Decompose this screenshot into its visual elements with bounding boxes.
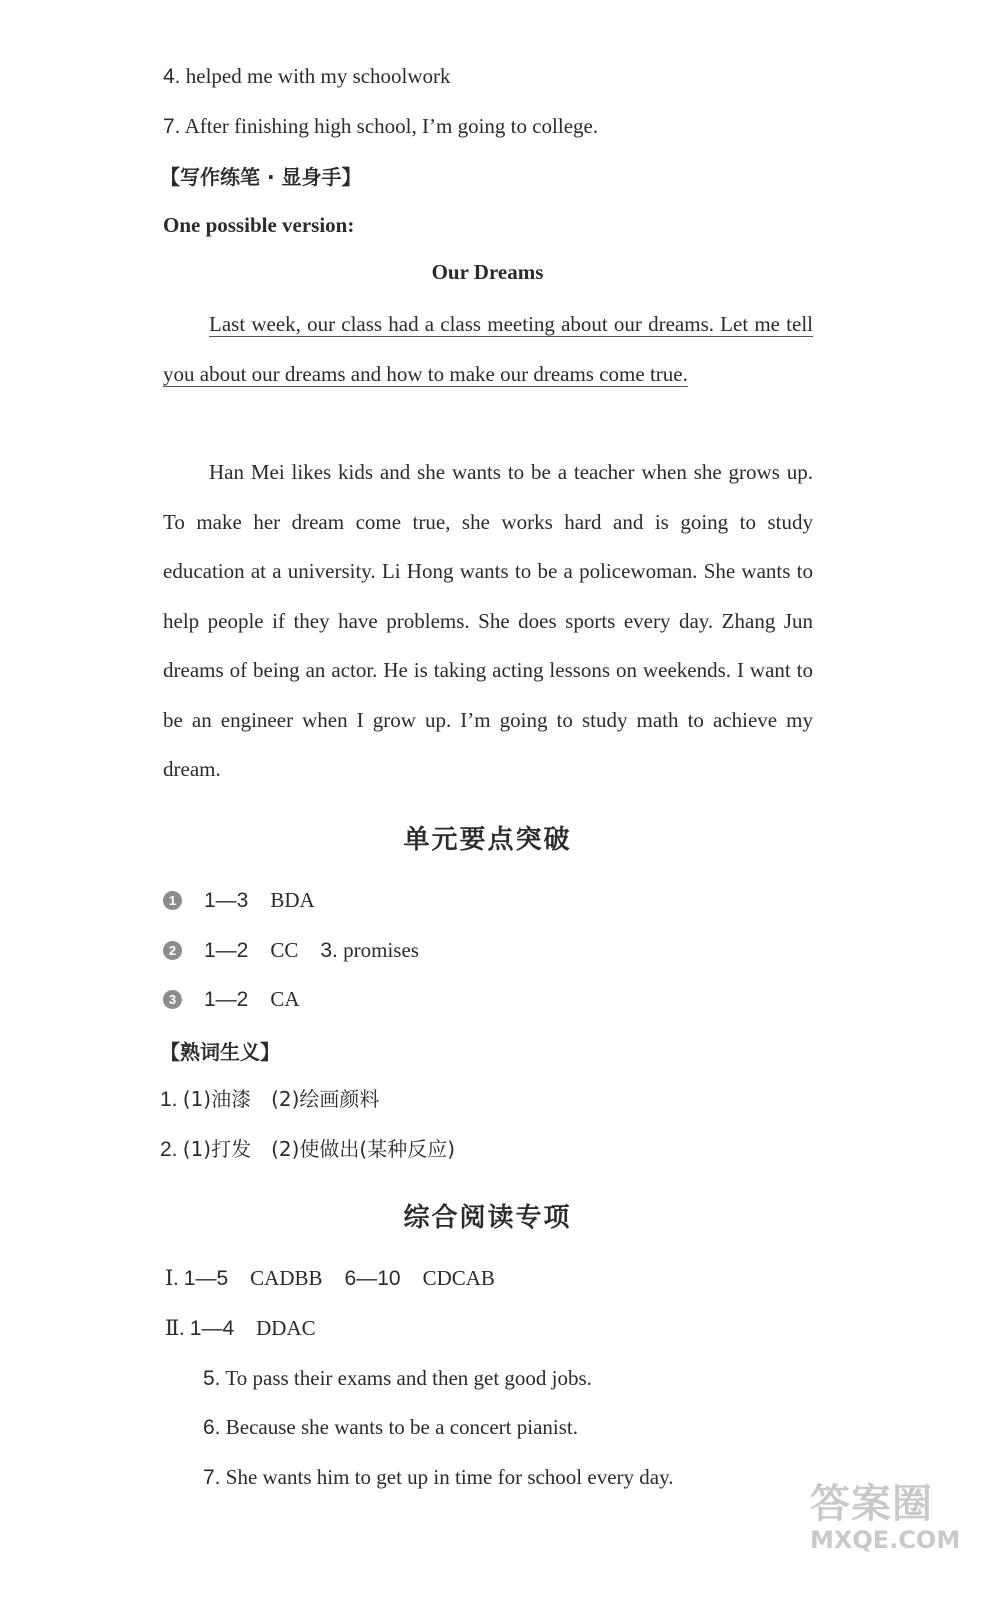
reading-section-heading: 综合阅读专项 xyxy=(403,1203,572,1233)
answer-letters: BDA xyxy=(270,888,315,912)
answer-number: 7. xyxy=(163,115,181,138)
part-label: Ⅰ. xyxy=(165,1266,179,1290)
answer-text: Because she wants to be a concert pianist. xyxy=(225,1415,578,1439)
unit-answer-row-2 xyxy=(163,936,419,965)
answer-text: She wants him to get up in time for school every day. xyxy=(225,1465,674,1489)
vocab-meanings: (1)打发 (2)使做出(某种反应) xyxy=(182,1137,456,1161)
answer-number: 4. xyxy=(163,65,181,88)
unit-answer-row-3 xyxy=(163,985,300,1014)
answer-line-7 xyxy=(163,112,598,141)
part-label: Ⅱ. xyxy=(165,1316,185,1340)
question-range: 1—3 xyxy=(204,889,249,912)
answer-number: 7. xyxy=(203,1466,221,1489)
answer-line-4 xyxy=(163,62,451,91)
site-watermark xyxy=(810,1482,975,1562)
number-badge: 2 xyxy=(163,941,182,960)
version-label: One possible version: xyxy=(163,213,355,237)
essay-title: Our Dreams xyxy=(431,260,544,284)
essay-paragraph-1 xyxy=(163,300,813,399)
answer-text: After finishing high school, I’m going to college. xyxy=(184,114,599,138)
reading-answer-6 xyxy=(203,1413,578,1442)
answer-letters: CADBB xyxy=(250,1266,323,1290)
question-range: 1—2 xyxy=(204,939,249,962)
watermark-url: MXQE.COM xyxy=(810,1526,961,1554)
vocab-item-1 xyxy=(160,1085,379,1114)
vocab-heading: 【熟词生义】 xyxy=(160,1040,280,1064)
answer-text: To pass their exams and then get good jobs. xyxy=(225,1366,592,1390)
watermark-logo-text: 答案圈 xyxy=(810,1481,933,1527)
question-range: 1—5 xyxy=(183,1267,229,1290)
unit-answer-row-1 xyxy=(163,886,315,915)
vocab-number: 1. xyxy=(160,1088,178,1111)
vocab-number: 2. xyxy=(160,1138,178,1161)
reading-part-1 xyxy=(165,1264,495,1293)
answer-letters: CDCAB xyxy=(422,1266,495,1290)
writing-section-heading: 【写作练笔 · 显身手】 xyxy=(160,165,362,189)
essay-paragraph-1-text: Last week, our class had a class meeting about our dreams. Let me tell you about our dreams and how to make our dreams come true. xyxy=(163,312,813,386)
question-range: 6—10 xyxy=(344,1267,401,1290)
answer-text: helped me with my schoolwork xyxy=(185,64,451,88)
reading-part-2 xyxy=(165,1314,316,1343)
question-range: 1—2 xyxy=(204,988,249,1011)
reading-answer-7 xyxy=(203,1463,673,1492)
extra-number: 3. xyxy=(320,939,338,962)
number-badge: 3 xyxy=(163,990,182,1009)
answer-letters: DDAC xyxy=(256,1316,316,1340)
reading-answer-5 xyxy=(203,1364,592,1393)
answer-letters: CC xyxy=(270,938,299,962)
unit-section-heading: 单元要点突破 xyxy=(403,825,572,855)
vocab-meanings: (1)油漆 (2)绘画颜料 xyxy=(182,1087,380,1111)
vocab-item-2 xyxy=(160,1135,455,1164)
extra-answer: promises xyxy=(343,938,419,962)
question-range: 1—4 xyxy=(189,1317,235,1340)
essay-paragraph-2: Han Mei likes kids and she wants to be a teacher when she grows up. To make her dream come true, she works hard and is going to study education at a university. Li Hong wants to be a policewoman. She wants to help people if they have problems. She does sports every day. Zhang Jun dreams of being an actor. He is taking acting lessons on weekends. I want to be an engineer when I grow up. I’m going to study math to achieve my dream. xyxy=(163,460,813,781)
number-badge: 1 xyxy=(163,891,182,910)
answer-number: 5. xyxy=(203,1367,221,1390)
answer-letters: CA xyxy=(270,987,300,1011)
answer-number: 6. xyxy=(203,1416,221,1439)
